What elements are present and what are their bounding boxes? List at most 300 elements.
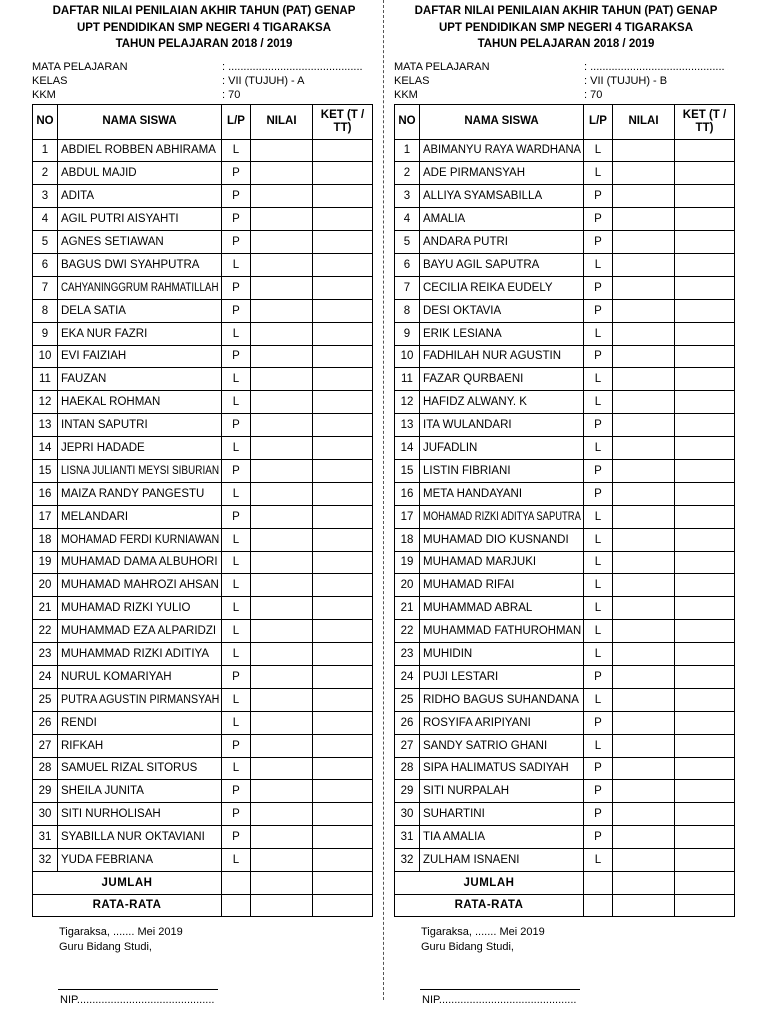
student-name-text: MAIZA RANDY PANGESTU	[61, 487, 205, 500]
score-cell[interactable]	[613, 139, 675, 162]
student-name-text: JEPRI HADADE	[61, 442, 145, 455]
total-score-cell[interactable]	[251, 872, 313, 895]
remarks-cell[interactable]	[313, 253, 373, 276]
student-name	[420, 574, 584, 597]
student-name-text: MUHAMAD DIO KUSNANDI	[423, 533, 569, 546]
row-number: 30	[33, 803, 58, 826]
subject-label: MATA PELAJARAN	[394, 60, 490, 73]
score-cell[interactable]	[613, 368, 675, 391]
remarks-cell[interactable]	[313, 185, 373, 208]
score-cell[interactable]	[613, 849, 675, 872]
score-cell[interactable]	[251, 551, 313, 574]
row-number: 4	[395, 208, 420, 231]
score-cell[interactable]	[251, 574, 313, 597]
score-cell[interactable]	[613, 459, 675, 482]
remarks-cell[interactable]	[313, 322, 373, 345]
score-cell[interactable]	[613, 734, 675, 757]
student-name-text: EVI FAIZIAH	[61, 350, 127, 363]
remarks-cell[interactable]	[313, 757, 373, 780]
score-cell[interactable]	[613, 482, 675, 505]
table-row	[395, 437, 735, 460]
student-gender: P	[222, 299, 251, 322]
remarks-cell[interactable]	[675, 780, 735, 803]
score-cell[interactable]	[251, 711, 313, 734]
place-date: Tigaraksa, ....... Mei 2019	[59, 926, 183, 938]
header-student-name: NAMA SISWA	[420, 104, 584, 139]
remarks-cell[interactable]	[675, 414, 735, 437]
remarks-cell[interactable]	[675, 185, 735, 208]
score-cell[interactable]	[613, 299, 675, 322]
signature-block	[421, 925, 738, 955]
student-name	[420, 185, 584, 208]
score-cell[interactable]	[251, 757, 313, 780]
remarks-cell[interactable]	[675, 597, 735, 620]
score-cell[interactable]	[251, 345, 313, 368]
student-name	[420, 551, 584, 574]
score-cell[interactable]	[251, 849, 313, 872]
row-number: 22	[33, 620, 58, 643]
student-gender: L	[584, 643, 613, 666]
remarks-cell[interactable]	[675, 299, 735, 322]
remarks-cell[interactable]	[313, 688, 373, 711]
student-name	[58, 459, 222, 482]
remarks-cell[interactable]	[313, 734, 373, 757]
score-cell[interactable]	[613, 574, 675, 597]
row-number: 21	[395, 597, 420, 620]
score-cell[interactable]	[251, 391, 313, 414]
score-cell[interactable]	[613, 803, 675, 826]
table-row	[395, 620, 735, 643]
student-grade-table	[394, 104, 735, 918]
score-cell[interactable]	[613, 253, 675, 276]
student-name-text: DESI OKTAVIA	[423, 304, 502, 317]
remarks-cell[interactable]	[675, 620, 735, 643]
student-gender: P	[222, 414, 251, 437]
remarks-cell[interactable]	[675, 459, 735, 482]
score-cell[interactable]	[251, 299, 313, 322]
score-cell[interactable]	[251, 803, 313, 826]
remarks-cell[interactable]	[313, 665, 373, 688]
student-name	[58, 368, 222, 391]
score-cell[interactable]	[251, 620, 313, 643]
student-name-text: FAUZAN	[61, 373, 107, 386]
student-name-text: SYABILLA NUR OKTAVIANI	[61, 831, 205, 844]
table-row	[395, 505, 735, 528]
score-cell[interactable]	[251, 162, 313, 185]
score-cell[interactable]	[251, 253, 313, 276]
row-number: 13	[395, 414, 420, 437]
average-label: RATA-RATA	[395, 894, 584, 917]
remarks-cell[interactable]	[313, 849, 373, 872]
student-name-text: NURUL KOMARIYAH	[61, 670, 172, 683]
remarks-cell[interactable]	[675, 757, 735, 780]
student-gender: L	[222, 643, 251, 666]
score-cell[interactable]	[613, 643, 675, 666]
score-cell[interactable]	[613, 231, 675, 254]
remarks-cell[interactable]	[313, 276, 373, 299]
remarks-cell[interactable]	[313, 505, 373, 528]
student-gender: L	[222, 711, 251, 734]
total-gender-cell	[584, 872, 613, 895]
total-row	[395, 872, 735, 895]
remarks-cell[interactable]	[675, 643, 735, 666]
table-row	[33, 437, 373, 460]
table-row	[395, 162, 735, 185]
row-number: 20	[33, 574, 58, 597]
student-name	[58, 185, 222, 208]
student-grade-table	[32, 104, 373, 918]
score-cell[interactable]	[251, 322, 313, 345]
table-row	[395, 757, 735, 780]
student-name-text: AGIL PUTRI AISYAHTI	[61, 213, 179, 226]
row-number: 17	[33, 505, 58, 528]
kkm-label: KKM	[32, 88, 56, 101]
remarks-cell[interactable]	[675, 482, 735, 505]
average-label: RATA-RATA	[33, 894, 222, 917]
score-cell[interactable]	[613, 826, 675, 849]
remarks-cell[interactable]	[675, 437, 735, 460]
score-cell[interactable]	[251, 780, 313, 803]
table-row	[395, 276, 735, 299]
remarks-cell[interactable]	[313, 574, 373, 597]
score-cell[interactable]	[613, 345, 675, 368]
remarks-cell[interactable]	[675, 826, 735, 849]
signature-line	[420, 989, 580, 990]
remarks-cell[interactable]	[313, 391, 373, 414]
row-number: 2	[33, 162, 58, 185]
remarks-cell[interactable]	[313, 711, 373, 734]
table-row	[395, 253, 735, 276]
remarks-cell[interactable]	[675, 528, 735, 551]
score-cell[interactable]	[251, 459, 313, 482]
class-row	[32, 74, 376, 88]
table-row	[33, 574, 373, 597]
score-cell[interactable]	[613, 551, 675, 574]
student-name-text: TIA AMALIA	[423, 831, 485, 844]
row-number: 8	[33, 299, 58, 322]
table-row	[33, 208, 373, 231]
student-name-text: YUDA FEBRIANA	[61, 854, 154, 867]
score-cell[interactable]	[251, 665, 313, 688]
score-cell[interactable]	[613, 391, 675, 414]
remarks-cell[interactable]	[313, 528, 373, 551]
score-cell[interactable]	[251, 185, 313, 208]
remarks-cell[interactable]	[313, 620, 373, 643]
title-line-1: DAFTAR NILAI PENILAIAN AKHIR TAHUN (PAT) GENAP	[414, 5, 718, 17]
average-row	[395, 894, 735, 917]
remarks-cell[interactable]	[313, 780, 373, 803]
remarks-cell[interactable]	[675, 551, 735, 574]
student-gender: P	[222, 345, 251, 368]
student-name-text: ROSYIFA ARIPIYANI	[423, 716, 531, 729]
remarks-cell[interactable]	[313, 208, 373, 231]
student-name-text: MUHAMAD DAMA ALBUHORI	[61, 556, 218, 569]
total-label: JUMLAH	[33, 872, 222, 895]
average-gender-cell	[584, 894, 613, 917]
remarks-cell[interactable]	[675, 253, 735, 276]
remarks-cell[interactable]	[675, 803, 735, 826]
remarks-cell[interactable]	[675, 208, 735, 231]
remarks-cell[interactable]	[313, 345, 373, 368]
remarks-cell[interactable]	[675, 574, 735, 597]
row-number: 28	[33, 757, 58, 780]
student-gender: L	[222, 391, 251, 414]
remarks-cell[interactable]	[675, 688, 735, 711]
score-cell[interactable]	[613, 162, 675, 185]
table-row	[395, 368, 735, 391]
score-cell[interactable]	[613, 185, 675, 208]
remarks-cell[interactable]	[313, 139, 373, 162]
student-name	[420, 414, 584, 437]
header-score: NILAI	[613, 104, 675, 139]
score-cell[interactable]	[251, 482, 313, 505]
remarks-cell[interactable]	[675, 368, 735, 391]
remarks-cell[interactable]	[313, 551, 373, 574]
student-gender: L	[584, 597, 613, 620]
table-row	[395, 345, 735, 368]
score-cell[interactable]	[251, 231, 313, 254]
class-value: : VII (TUJUH) - B	[584, 74, 668, 87]
student-gender: P	[222, 162, 251, 185]
title-line-2: UPT PENDIDIKAN SMP NEGERI 4 TIGARAKSA	[438, 21, 694, 34]
header-no: NO	[33, 104, 58, 139]
score-cell[interactable]	[251, 414, 313, 437]
remarks-cell[interactable]	[675, 849, 735, 872]
remarks-cell[interactable]	[313, 459, 373, 482]
score-cell[interactable]	[613, 437, 675, 460]
student-name-text: JUFADLIN	[423, 442, 478, 455]
remarks-cell[interactable]	[313, 231, 373, 254]
row-number: 19	[395, 551, 420, 574]
student-name	[58, 437, 222, 460]
student-name-text: MUHAMAD RIFAI	[423, 579, 515, 592]
title-line-2: UPT PENDIDIKAN SMP NEGERI 4 TIGARAKSA	[76, 21, 332, 34]
remarks-cell[interactable]	[313, 826, 373, 849]
signer-role: Guru Bidang Studi,	[421, 941, 514, 953]
student-gender: L	[222, 368, 251, 391]
remarks-cell[interactable]	[313, 414, 373, 437]
table-row	[395, 391, 735, 414]
score-cell[interactable]	[613, 208, 675, 231]
table-header-row	[33, 104, 373, 139]
row-number: 29	[395, 780, 420, 803]
table-row	[33, 162, 373, 185]
nip-field: NIP.............................................	[422, 994, 577, 1006]
student-name	[58, 734, 222, 757]
row-number: 24	[395, 665, 420, 688]
score-cell[interactable]	[251, 734, 313, 757]
kkm-row	[32, 88, 376, 102]
student-gender: P	[584, 711, 613, 734]
score-cell[interactable]	[251, 528, 313, 551]
student-rows	[33, 139, 373, 872]
student-name-text: SHEILA JUNITA	[61, 785, 144, 798]
student-name-text: ADE PIRMANSYAH	[423, 167, 526, 180]
student-name	[420, 208, 584, 231]
student-gender: P	[584, 231, 613, 254]
student-name	[420, 322, 584, 345]
average-gender-cell	[222, 894, 251, 917]
table-row	[33, 551, 373, 574]
student-name-text: MUHIDIN	[423, 648, 473, 661]
score-cell[interactable]	[251, 505, 313, 528]
row-number: 5	[395, 231, 420, 254]
row-number: 1	[395, 139, 420, 162]
remarks-cell[interactable]	[675, 734, 735, 757]
student-gender: L	[584, 368, 613, 391]
remarks-cell[interactable]	[675, 231, 735, 254]
score-cell[interactable]	[613, 322, 675, 345]
student-gender: P	[222, 665, 251, 688]
score-cell[interactable]	[251, 826, 313, 849]
remarks-cell[interactable]	[675, 139, 735, 162]
score-cell[interactable]	[613, 711, 675, 734]
student-name-text: MUHAMMAD EZA ALPARIDZI	[61, 625, 217, 638]
student-name-text: LISTIN FIBRIANI	[423, 464, 511, 477]
score-cell[interactable]	[613, 597, 675, 620]
header-gender: L/P	[222, 104, 251, 139]
score-cell[interactable]	[613, 780, 675, 803]
score-cell[interactable]	[251, 368, 313, 391]
score-cell[interactable]	[613, 665, 675, 688]
row-number: 5	[33, 231, 58, 254]
student-gender: L	[222, 437, 251, 460]
table-row	[33, 597, 373, 620]
remarks-cell[interactable]	[313, 368, 373, 391]
table-row	[33, 780, 373, 803]
student-name-text: EKA NUR FAZRI	[61, 327, 148, 340]
student-name-text: ABIMANYU RAYA WARDHANA	[423, 144, 582, 157]
header-remarks: KET (T / TT)	[313, 104, 373, 139]
class-label: KELAS	[32, 74, 68, 87]
student-gender: L	[584, 620, 613, 643]
student-name-text: MOHAMAD RIZKI ADITYA SAPUTRA	[423, 510, 581, 523]
title-line-3: TAHUN PELAJARAN 2018 / 2019	[115, 38, 293, 50]
student-name	[420, 757, 584, 780]
student-name-text: DELA SATIA	[61, 304, 126, 317]
score-cell[interactable]	[251, 139, 313, 162]
score-cell[interactable]	[251, 437, 313, 460]
header-score: NILAI	[251, 104, 313, 139]
student-name-text: SITI NURHOLISAH	[61, 808, 161, 821]
score-cell[interactable]	[251, 643, 313, 666]
student-name	[420, 276, 584, 299]
table-row	[395, 849, 735, 872]
remarks-cell[interactable]	[675, 322, 735, 345]
average-score-cell[interactable]	[613, 894, 675, 917]
score-cell[interactable]	[613, 620, 675, 643]
row-number: 7	[395, 276, 420, 299]
remarks-cell[interactable]	[675, 276, 735, 299]
table-row	[395, 528, 735, 551]
average-score-cell[interactable]	[251, 894, 313, 917]
student-gender: L	[584, 849, 613, 872]
score-cell[interactable]	[251, 276, 313, 299]
remarks-cell[interactable]	[313, 437, 373, 460]
table-row	[33, 391, 373, 414]
score-cell[interactable]	[613, 505, 675, 528]
place-date: Tigaraksa, ....... Mei 2019	[421, 926, 545, 938]
table-row	[33, 139, 373, 162]
remarks-cell[interactable]	[313, 299, 373, 322]
student-gender: P	[222, 780, 251, 803]
table-row	[33, 299, 373, 322]
student-gender: P	[584, 803, 613, 826]
remarks-cell[interactable]	[313, 597, 373, 620]
student-name	[420, 780, 584, 803]
student-name-text: PUJI LESTARI	[423, 670, 499, 683]
score-cell[interactable]	[613, 757, 675, 780]
table-row	[395, 139, 735, 162]
remarks-cell[interactable]	[675, 345, 735, 368]
remarks-cell[interactable]	[675, 665, 735, 688]
score-cell[interactable]	[613, 276, 675, 299]
row-number: 32	[395, 849, 420, 872]
score-cell[interactable]	[613, 688, 675, 711]
student-name-text: SIPA HALIMATUS SADIYAH	[423, 762, 569, 775]
table-row	[33, 253, 373, 276]
table-row	[33, 734, 373, 757]
student-name-text: ADITA	[61, 190, 95, 203]
student-gender: P	[584, 414, 613, 437]
row-number: 8	[395, 299, 420, 322]
student-name-text: MOHAMAD FERDI KURNIAWAN	[61, 533, 220, 546]
remarks-cell[interactable]	[675, 391, 735, 414]
student-gender: P	[222, 803, 251, 826]
kkm-row	[394, 88, 738, 102]
score-cell[interactable]	[613, 528, 675, 551]
score-cell[interactable]	[251, 688, 313, 711]
remarks-cell[interactable]	[675, 505, 735, 528]
table-row	[33, 826, 373, 849]
class-label: KELAS	[394, 74, 430, 87]
table-row	[33, 803, 373, 826]
row-number: 14	[33, 437, 58, 460]
remarks-cell[interactable]	[313, 643, 373, 666]
remarks-cell[interactable]	[675, 162, 735, 185]
table-row	[33, 688, 373, 711]
remarks-cell[interactable]	[313, 162, 373, 185]
remarks-cell[interactable]	[313, 482, 373, 505]
row-number: 27	[33, 734, 58, 757]
student-name	[420, 597, 584, 620]
student-gender: P	[584, 185, 613, 208]
table-row	[395, 803, 735, 826]
student-gender: L	[584, 322, 613, 345]
average-remarks-cell	[313, 894, 373, 917]
table-row	[33, 276, 373, 299]
row-number: 1	[33, 139, 58, 162]
student-gender: P	[222, 459, 251, 482]
table-header-row	[395, 104, 735, 139]
score-cell[interactable]	[251, 597, 313, 620]
table-row	[395, 299, 735, 322]
total-score-cell[interactable]	[613, 872, 675, 895]
student-name	[58, 711, 222, 734]
score-cell[interactable]	[251, 208, 313, 231]
student-gender: P	[584, 482, 613, 505]
row-number: 26	[395, 711, 420, 734]
row-number: 32	[33, 849, 58, 872]
header-remarks: KET (T / TT)	[675, 104, 735, 139]
score-cell[interactable]	[613, 414, 675, 437]
remarks-cell[interactable]	[313, 803, 373, 826]
row-number: 28	[395, 757, 420, 780]
student-name-text: AMALIA	[423, 213, 466, 226]
remarks-cell[interactable]	[675, 711, 735, 734]
student-name-text: SANDY SATRIO GHANI	[423, 739, 548, 752]
row-number: 10	[395, 345, 420, 368]
